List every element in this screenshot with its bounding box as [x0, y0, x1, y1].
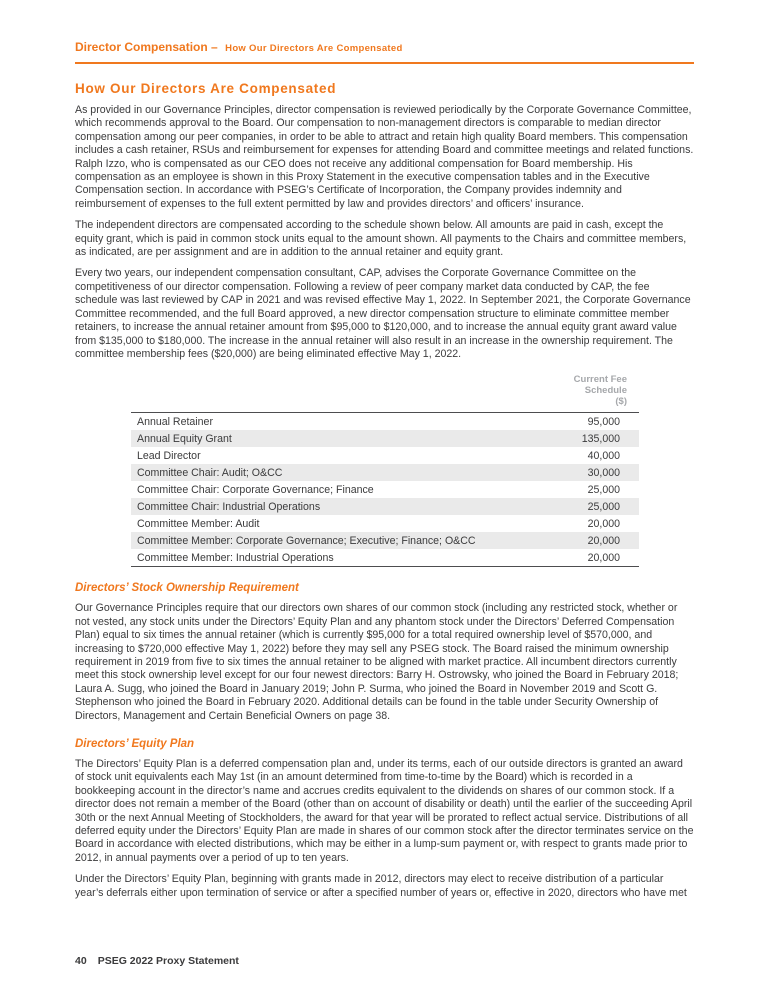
intro-paragraph-1: As provided in our Governance Principles, director compensation is reviewed periodically by the Corporate Governance Committee, which recommends approval to the Board. Our compensation to non-management directors is comparable to median director compensation among our peer companies, in order to be able to attract and retain high quality Board members. This compensation includes a cash retainer, RSUs and reimbursement for expenses for attending Board and committee meetings and related functions. Ralph Izzo, who is compensated as our CEO does not receive any additional compensation for Board membership. His compensation as an employee is shown in this Proxy Statement in the executive compensation tables and in the Executive Compensation section. In accordance with PSEG’s Certificate of Incorporation, the Company provides indemnity and reimbursement of expenses to the full extent permitted by law and provides directors’ and officers’ insurance.	[75, 104, 694, 210]
fee-item-label: Committee Chair: Corporate Governance; Finance	[137, 483, 374, 496]
fee-item-value: 95,000	[560, 413, 639, 431]
equity-plan-paragraph-1: The Directors’ Equity Plan is a deferred compensation plan and, under its terms, each of our outside directors is granted an award of stock unit equivalents each May 1st (in an amount determined from time-to-time by the Board) which is recorded in a bookkeeping account in the director’s name and accrues credits equivalent to the dividends on shares of our common stock. If a director does not remain a member of the Board (other than on account of disability or death) until the earlier of the succeeding April 30th or the next Annual Meeting of Stockholders, the award for that year will be prorated to reflect actual service. Distributions of all deferred equity under the Directors’ Equity Plan are made in shares of our common stock after the director terminates service on the Board in accordance with elected distributions, which may be either in a lump-sum payment or, with respect to grants made prior to 2012, in annual payments over a period of up to ten years.	[75, 757, 694, 864]
fee-item-value: 40,000	[587, 449, 620, 462]
fee-item-label: Committee Member: Industrial Operations	[131, 549, 560, 567]
table-row	[131, 447, 639, 464]
fee-item-label: Annual Retainer	[131, 413, 560, 431]
table-row	[131, 515, 639, 532]
fee-item-value: 20,000	[587, 534, 620, 547]
stock-ownership-paragraph: Our Governance Principles require that our directors own shares of our common stock (including any restricted stock, whether or not vested, any stock units under the Directors’ Equity Plan and any phantom stock under the Directors’ Deferred Compensation Plan) equal to six times the annual retainer (which is currently $95,000 for a total required ownership level of $570,000, and increasing to $720,000 effective May 1, 2022) before they may sell any PSEG stock. The Board raised the minimum ownership requirement in 2019 from five to six times the annual retainer to be aligned with market practice. All incumbent directors currently meet this stock ownership level except for our four newest directors: Barry H. Ostrowsky, who joined the Board in February 2018; Laura A. Sugg, who joined the Board in January 2019; John P. Surma, who joined the Board in November 2019 and Scott G. Stephenson who joined the Board in February 2020. Additional details can be found in the table under Security Ownership of Directors, Management and Certain Beneficial Owners on page 38.	[75, 602, 679, 722]
table-row	[131, 413, 639, 431]
fee-item-label: Committee Chair: Audit; O&CC	[137, 466, 283, 479]
fee-item-label: Lead Director	[137, 449, 201, 462]
table-row	[131, 430, 639, 447]
fee-item-value: 30,000	[587, 466, 620, 479]
fee-schedule-table	[131, 374, 639, 567]
fee-table-column-header	[131, 374, 639, 413]
fee-item-label: Committee Chair: Industrial Operations	[137, 500, 321, 513]
fee-table-header-line-1: Current Fee	[573, 374, 627, 386]
fee-item-value: 25,000	[587, 500, 620, 513]
section-heading-equity-plan: Directors’ Equity Plan	[75, 737, 195, 750]
intro-paragraph-3: Every two years, our independent compensation consultant, CAP, advises the Corporate Governance Committee on the competitiveness of our director compensation. Following a review of peer company market data conducted by CAP, the fee schedule was last reviewed by CAP in 2021 and was revised effective May 1, 2022. In September 2021, the Corporate Governance Committee recommended, and the full Board approved, a new director compensation structure to eliminate committee member retainers, to increase the annual retainer amount from $95,000 to $120,000, and to increase the annual equity grant award value from $135,000 to $180,000. The increase in the annual retainer will also result in an increase in the ownership requirement. The committee membership fees ($20,000) are being eliminated effective May 1, 2022.	[75, 267, 691, 360]
table-row	[131, 481, 639, 498]
intro-paragraph-2: The independent directors are compensated according to the schedule shown below. All amounts are paid in cash, except the equity grant, which is paid in common stock units equal to the amount shown. All payments to the Chairs and committee members, as indicated, are per assignment and are in addition to the annual retainer and equity grant.	[75, 219, 687, 259]
fee-table-header-row	[131, 374, 639, 413]
page-footer	[75, 955, 239, 967]
breadcrumb-section: Director Compensation –	[75, 40, 218, 54]
fee-table-header-line-3: ($)	[615, 396, 627, 408]
fee-item-value: 20,000	[560, 549, 639, 567]
page-title: How Our Directors Are Compensated	[75, 81, 337, 96]
table-row	[131, 498, 639, 515]
fee-item-value: 20,000	[587, 517, 620, 530]
equity-plan-paragraph-2: Under the Directors’ Equity Plan, beginning with grants made in 2012, directors may elect to receive distribution of a particular year’s deferrals either upon termination of service or after a specified number of years or, effective in 2020, directors who have met	[75, 873, 687, 899]
table-row	[131, 549, 639, 567]
fee-item-value: 135,000	[581, 432, 620, 445]
table-row	[131, 464, 639, 481]
breadcrumb-subsection: How Our Directors Are Compensated	[225, 43, 403, 54]
page-number: 40	[75, 955, 87, 967]
fee-item-label: Committee Member: Corporate Governance; Executive; Finance; O&CC	[137, 534, 476, 547]
fee-table-header-line-2: Schedule	[584, 385, 627, 397]
footer-label: PSEG 2022 Proxy Statement	[97, 955, 239, 967]
breadcrumb	[75, 38, 694, 64]
table-row	[131, 532, 639, 549]
section-heading-stock-ownership: Directors’ Stock Ownership Requirement	[75, 582, 299, 595]
fee-item-label: Annual Equity Grant	[137, 432, 232, 445]
fee-item-label: Committee Member: Audit	[137, 517, 260, 530]
fee-item-value: 25,000	[587, 483, 620, 496]
